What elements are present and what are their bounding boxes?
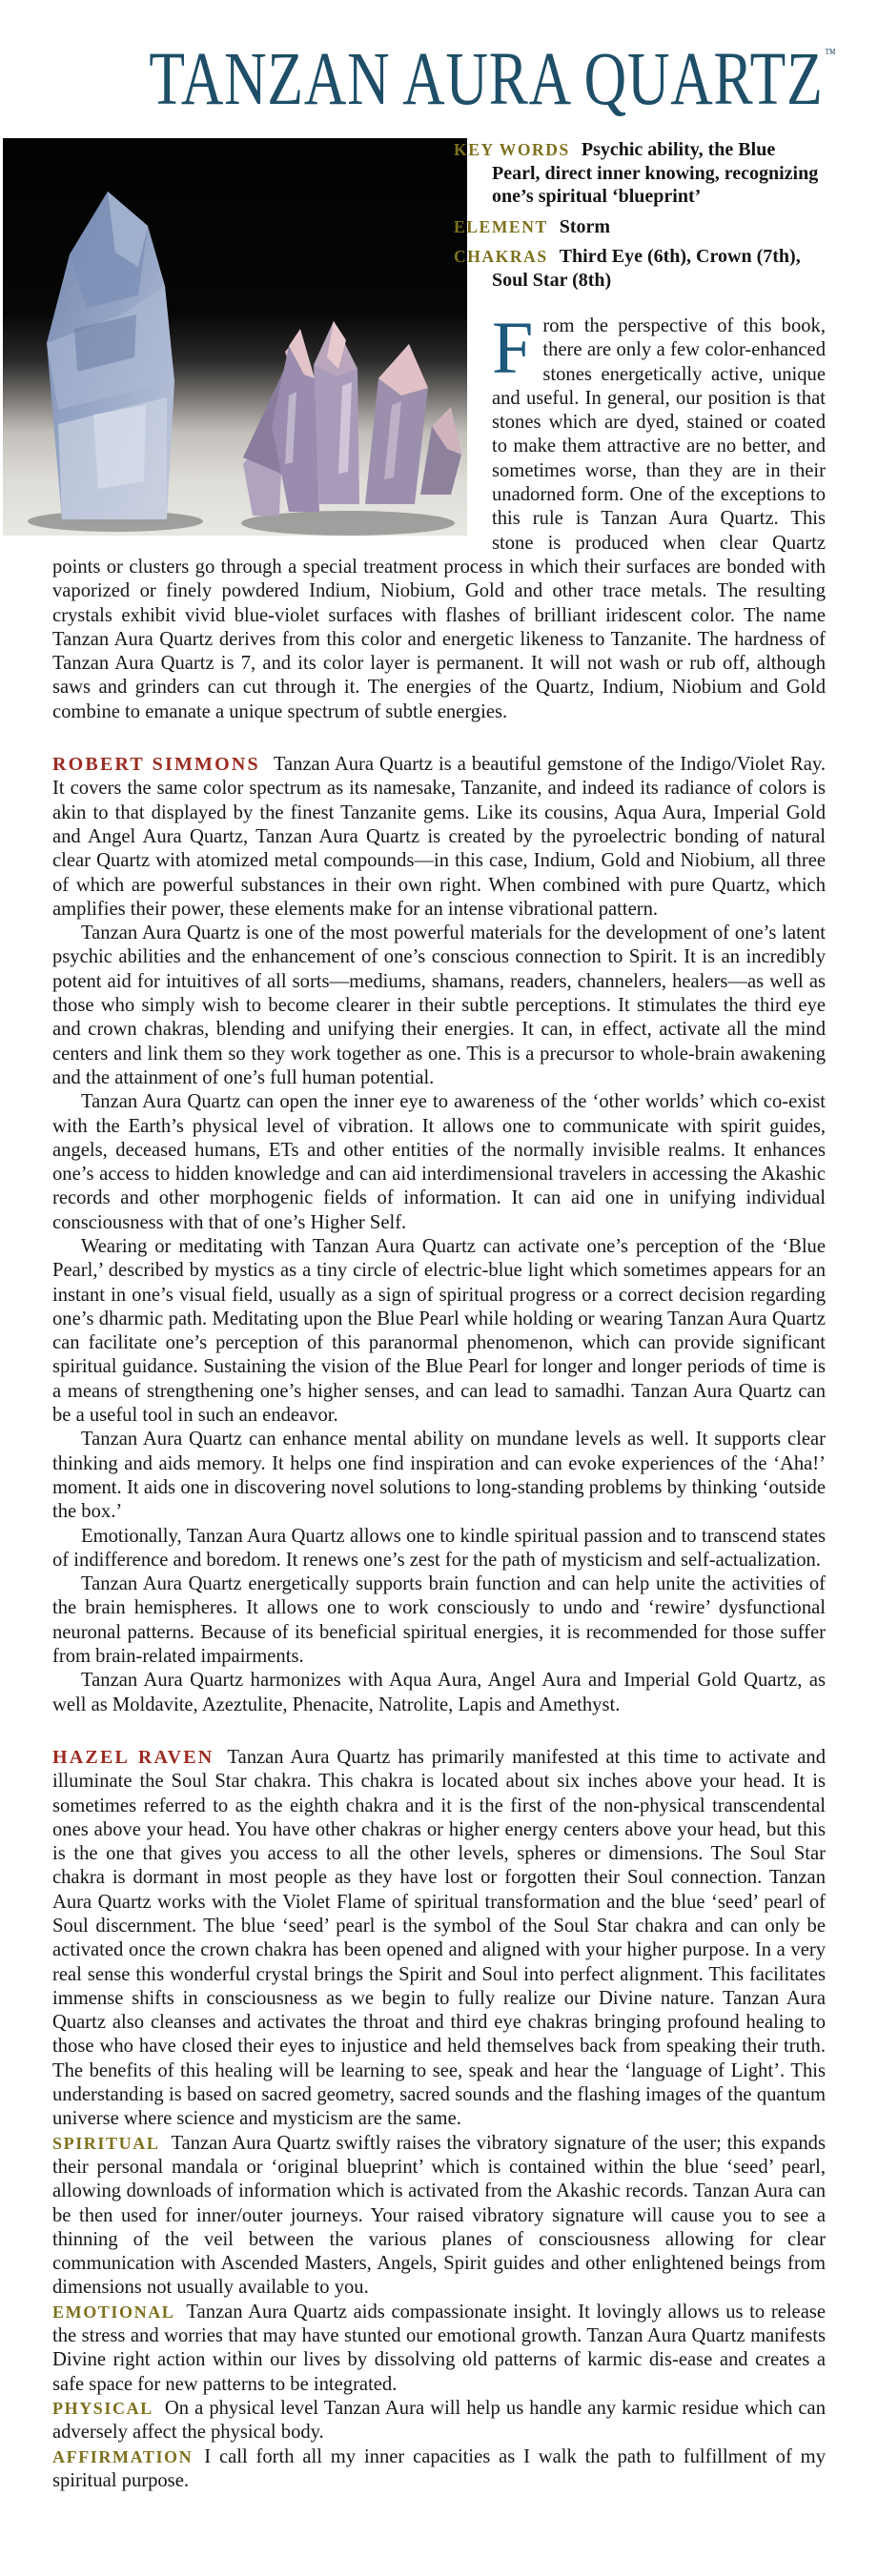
physical-label: PHYSICAL [52,2398,153,2418]
robert-simmons-paragraph: Wearing or meditating with Tanzan Aura Quartz can activate one’s perception of the ‘Blue Pearl,’ described by mystics as a tiny circle of electric-blue light which sometimes appears for an instant in one’s visual field, usually as a sign of spiritual progress or a correct decision regarding one’s dharmic path. Meditating upon the Blue Pearl while holding or wearing Tanzan Aura Quartz can facilitate one’s perception of this paranormal phenomenon, which can provide significant spiritual guidance. Sustaining the vision of the Blue Pearl for longer and longer periods of time is a means of strengthening one’s higher senses, and can lead to samadhi. Tanzan Aura Quartz can be a useful tool in such an endeavor. [52,1235,826,1427]
crystal-photo [3,138,467,536]
drop-cap: F [492,306,534,389]
robert-simmons-lead-text: Tanzan Aura Quartz is a beautiful gemstone of the Indigo/Violet Ray. It covers the same color spectrum as its namesake, Tanzanite, and indeed its radiance of colors is akin to that displayed by the finest Tanzanite gems. Like its cousins, Aqua Aura, Imperial Gold and Angel Aura Quartz, Tanzan Aura Quartz is created by the pyroelectric bonding of natural clear Quartz with atomized metal compounds—in this case, Indium, Gold and Niobium, all three of which are powerful substances in their own right. When combined with pure Quartz, which amplifies their power, these elements make for an intense vibrational pattern. [52,754,826,920]
physical-paragraph [52,2397,826,2445]
robert-simmons-lead-paragraph [52,753,826,922]
emotional-text: Tanzan Aura Quartz aids compassionate insight. It lovingly allows us to release the stress and worries that may have stunted our emotional growth. Tanzan Aura Quartz manifests Divine right action within our lives by dissolving old patterns of karmic dis-ease and creates a safe space for new patterns to be integrated. [52,2301,826,2395]
robert-simmons-paragraph: Emotionally, Tanzan Aura Quartz allows one to kindle spiritual passion and to transcend states of indifference and boredom. It renews one’s zest for the path of mysticism and self-actualization. [52,1525,826,1571]
key-words-value: Psychic ability, the Blue Pearl, direct inner knowing, recognizing one’s spiritual ‘blueprint’ [492,139,819,207]
robert-simmons-section [52,753,826,1717]
element-value: Storm [559,215,611,237]
page-title-text: TANZAN AURA QUARTZ [149,38,824,121]
robert-simmons-paragraph: Tanzan Aura Quartz harmonizes with Aqua Aura, Angel Aura and Imperial Gold Quartz, as well as Moldavite, Azeztulite, Phenacite, Natrolite, Lapis and Amethyst. [52,1670,826,1715]
chakras-value: Third Eye (6th), Crown (7th), Soul Star (8th) [492,246,801,291]
hazel-raven-lead-text: Tanzan Aura Quartz has primarily manifested at this time to activate and illuminate the Soul Star chakra. This chakra is located about six inches above your head. It is sometimes referred to as the eighth chakra and it is the first of the non-physical transcendental ones above your head. You have other chakras or higher energy centers above your head, but this is the one that gives you access to all the other levels, spheres or dimensions. The Soul Star chakra is dormant in most people as they have lost or forgotten their Soul connection. Tanzan Aura Quartz works with the Violet Flame of spiritual transformation and the blue ‘seed’ pearl of Soul discernment. The blue ‘seed’ pearl is the symbol of the Soul Star chakra and can only be activated once the crown chakra has been opened and aligned with your higher purpose. In a very real sense this wonderful crystal brings the Spirit and Soul into perfect alignment. This facilitates immense shifts in consciousness as we begin to fully realize our Divine nature. Tanzan Aura Quartz also cleanses and activates the throat and third eye chakras bringing profound healing to those who have closed their eyes to injustice and held themselves back from speaking their truth. The benefits of this healing will be learning to see, speak and hear the ‘language of Light’. This understanding is based on sacred geometry, sacred sounds and the flashing images of the quantum universe where science and mysticism are the same. [52,1746,827,2130]
robert-simmons-paragraph: Tanzan Aura Quartz is one of the most powerful materials for the development of one’s latent psychic abilities and the enhancement of one’s conscious connection to Spirit. It is an incredibly potent aid for intuitives of all sorts—mediums, shamans, readers, channelers, healers—as well as those who simply wish to become clearer in their subtle perceptions. It stimulates the third eye and crown chakras, blending and unifying their energies. It can, in effect, activate all the mind centers and link them so they work together as one. This is a precursor to whole-brain awakening and the attainment of one’s full human potential. [52,923,826,1088]
spiritual-label: SPIRITUAL [52,2133,160,2153]
affirmation-paragraph [52,2445,826,2494]
page-title [149,38,836,121]
robert-simmons-paragraph: Tanzan Aura Quartz energetically supports brain function and can help unite the activities of the brain hemispheres. It allows one to work consciously to undo and ‘rewire’ dysfunctional neuronal patterns. Because of its beneficial spiritual energies, it is recommended for those suffer from brain-related impairments. [52,1573,826,1668]
hazel-raven-section [52,1746,826,2493]
physical-text: On a physical level Tanzan Aura will help us handle any karmic residue which can adversely affect the physical body. [52,2397,826,2444]
spiritual-paragraph [52,2132,826,2301]
hazel-raven-label: HAZEL RAVEN [52,1746,214,1768]
affirmation-text: I call forth all my inner capacities as I walk the path to fulfillment of my spiritual purpose. [52,2445,826,2491]
emotional-label: EMOTIONAL [52,2302,175,2322]
hazel-raven-lead-paragraph [52,1746,826,2132]
key-words-label: KEY WORDS [454,140,570,159]
page-title-wrap [52,38,836,121]
robert-simmons-paragraph: Tanzan Aura Quartz can open the inner eye to awareness of the ‘other worlds’ which co-exist with the Earth’s physical level of vibration. It allows one to communicate with spirit guides, angels, deceased humans, ETs and other entities of the normally invisible realms. It enhances one’s access to hidden knowledge and can aid interdimensional travelers in accessing the Akashic records and other morphogenic fields of information. It can aid one in unifying individual consciousness with that of one’s Higher Self. [52,1091,826,1233]
chakras-label: CHAKRAS [454,247,548,266]
robert-simmons-label: ROBERT SIMMONS [52,754,260,776]
robert-simmons-paragraph: Tanzan Aura Quartz can enhance mental ability on mundane levels as well. It supports clear thinking and aids memory. It helps one find inspiration and can evoke experiences of the ‘Aha!’ moment. It aids one in discovering novel solutions to long-standing problems by thinking ‘outside the box.’ [52,1429,826,1523]
intro-text: rom the perspective of this book, there are only a few color-enhanced stones energetically active, unique and useful. In general, our position is that stones which are dyed, stained or coated to make them attractive are no better, and sometimes worse, than they are in their unadorned form. One of the exceptions to this rule is Tanzan Aura Quartz. This stone is produced when clear Quartz points or clusters go through a special treatment process in which their surfaces are bonded with vaporized or finely powdered Indium, Niobium, Gold and other trace metals. The resulting crystals exhibit vivid blue-violet surfaces with flashes of brilliant iridescent color. The name Tanzan Aura Quartz derives from this color and energetic likeness to Tanzanite. The hardness of Tanzan Aura Quartz is 7, and its color layer is permanent. It will not wash or rub off, although saws and grinders can cut through it. The energies of the Quartz, Indium, Niobium and Gold combine to emanate a unique spectrum of subtle energies. [52,315,826,722]
element-label: ELEMENT [454,216,548,236]
spiritual-text: Tanzan Aura Quartz swiftly raises the vibratory signature of the user; this expands their personal mandala or ‘original blueprint’ which is contained within the blue ‘seed’ pearl, allowing downloads of information which is activated from the Akashic records. Tanzan Aura can be then used for inner/outer journeys. Your raised vibratory signature will cause you to see a thinning of the veil between the various planes of consciousness allowing for clear communication with Ascended Masters, Angels, Spirit guides and other enlightened beings from dimensions not usually available to you. [52,2132,826,2299]
emotional-paragraph [52,2301,826,2397]
affirmation-label: AFFIRMATION [52,2446,194,2466]
trademark-symbol: ™ [825,47,836,62]
